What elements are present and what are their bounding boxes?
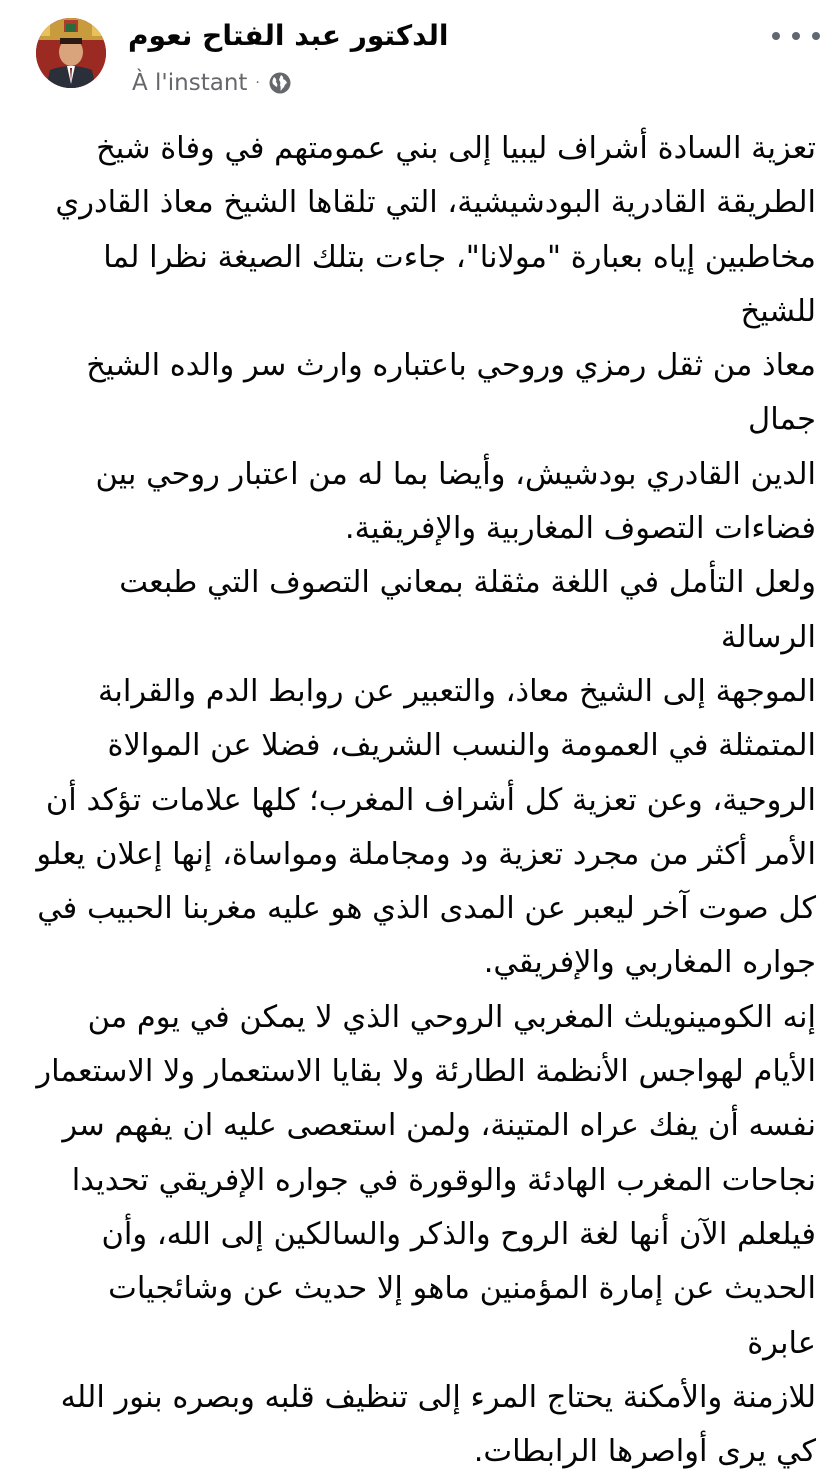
avatar-photo bbox=[36, 18, 106, 88]
post-line: نفسه أن يفك عراه المتينة، ولمن استعصى عليه ان يفهم سر bbox=[62, 1108, 816, 1144]
more-options-icon[interactable] bbox=[772, 24, 820, 48]
post-line: ولعل التأمل في اللغة مثقلة بمعاني التصوف التي طبعت الرسالة bbox=[119, 565, 816, 655]
post-line: إنه الكومينويلث المغربي الروحي الذي لا يمكن في يوم من bbox=[87, 999, 816, 1035]
post-line: الأيام لهواجس الأنظمة الطارئة ولا بقايا الاستعمار ولا الاستعمار bbox=[36, 1054, 816, 1090]
post-timestamp[interactable]: À l'instant bbox=[132, 70, 248, 96]
post-line: الأمر أكثر من مجرد تعزية ود ومجاملة ومواساة، إنها إعلان يعلو bbox=[36, 836, 816, 872]
globe-icon[interactable] bbox=[268, 71, 292, 95]
post-line: مخاطبين إياه بعبارة "مولانا"، جاءت بتلك الصيغة نظرا لما للشيخ bbox=[103, 239, 816, 329]
post-line: كي يرى أواصرها الرابطات. bbox=[473, 1434, 816, 1470]
post-line: الدين القادري بودشيش، وأيضا بما له من اعتبار روحي بين bbox=[95, 456, 816, 492]
post-line: نجاحات المغرب الهادئة والوقورة في جواره الإفريقي تحديدا bbox=[71, 1162, 816, 1198]
meta-separator: · bbox=[255, 75, 260, 91]
post-line: تعزية السادة أشراف ليبيا إلى بني عمومتهم في وفاة شيخ bbox=[96, 131, 816, 166]
post-line: فضاءات التصوف المغاربية والإفريقية. bbox=[344, 511, 816, 547]
author-name[interactable]: الدكتور عبد الفتاح نعوم bbox=[128, 19, 449, 52]
post-line: كل صوت آخر ليعبر عن المدى الذي هو عليه مغربنا الحبيب في bbox=[37, 891, 816, 927]
post-meta bbox=[132, 66, 292, 100]
post-line: جواره المغاربي والإفريقي. bbox=[483, 945, 816, 981]
post-line: للازمنة والأمكنة يحتاج المرء إلى تنظيف قلبه وبصره بنور الله bbox=[60, 1379, 816, 1415]
post-line: الطريقة القادرية البودشيشية، التي تلقاها الشيخ معاذ القادري bbox=[55, 185, 816, 221]
post-body bbox=[30, 122, 816, 1479]
post-line: معاذ من ثقل رمزي وروحي باعتباره وارث سر والده الشيخ جمال bbox=[86, 348, 816, 438]
post-line: فيلعلم الآن أنها لغة الروح والذكر والسالكين إلى الله، وأن bbox=[101, 1216, 816, 1252]
post-header bbox=[0, 0, 836, 110]
post-line: المتمثلة في العمومة والنسب الشريف، فضلا عن الموالاة bbox=[107, 728, 816, 764]
post-line: الحديث عن إمارة المؤمنين ماهو إلا حديث عن وشائجيات عابرة bbox=[108, 1271, 816, 1361]
post-line: الموجهة إلى الشيخ معاذ، والتعبير عن روابط الدم والقرابة bbox=[98, 673, 816, 709]
post-line: الروحية، وعن تعزية كل أشراف المغرب؛ كلها علامات تؤكد أن bbox=[45, 782, 816, 818]
author-avatar[interactable] bbox=[36, 18, 106, 88]
